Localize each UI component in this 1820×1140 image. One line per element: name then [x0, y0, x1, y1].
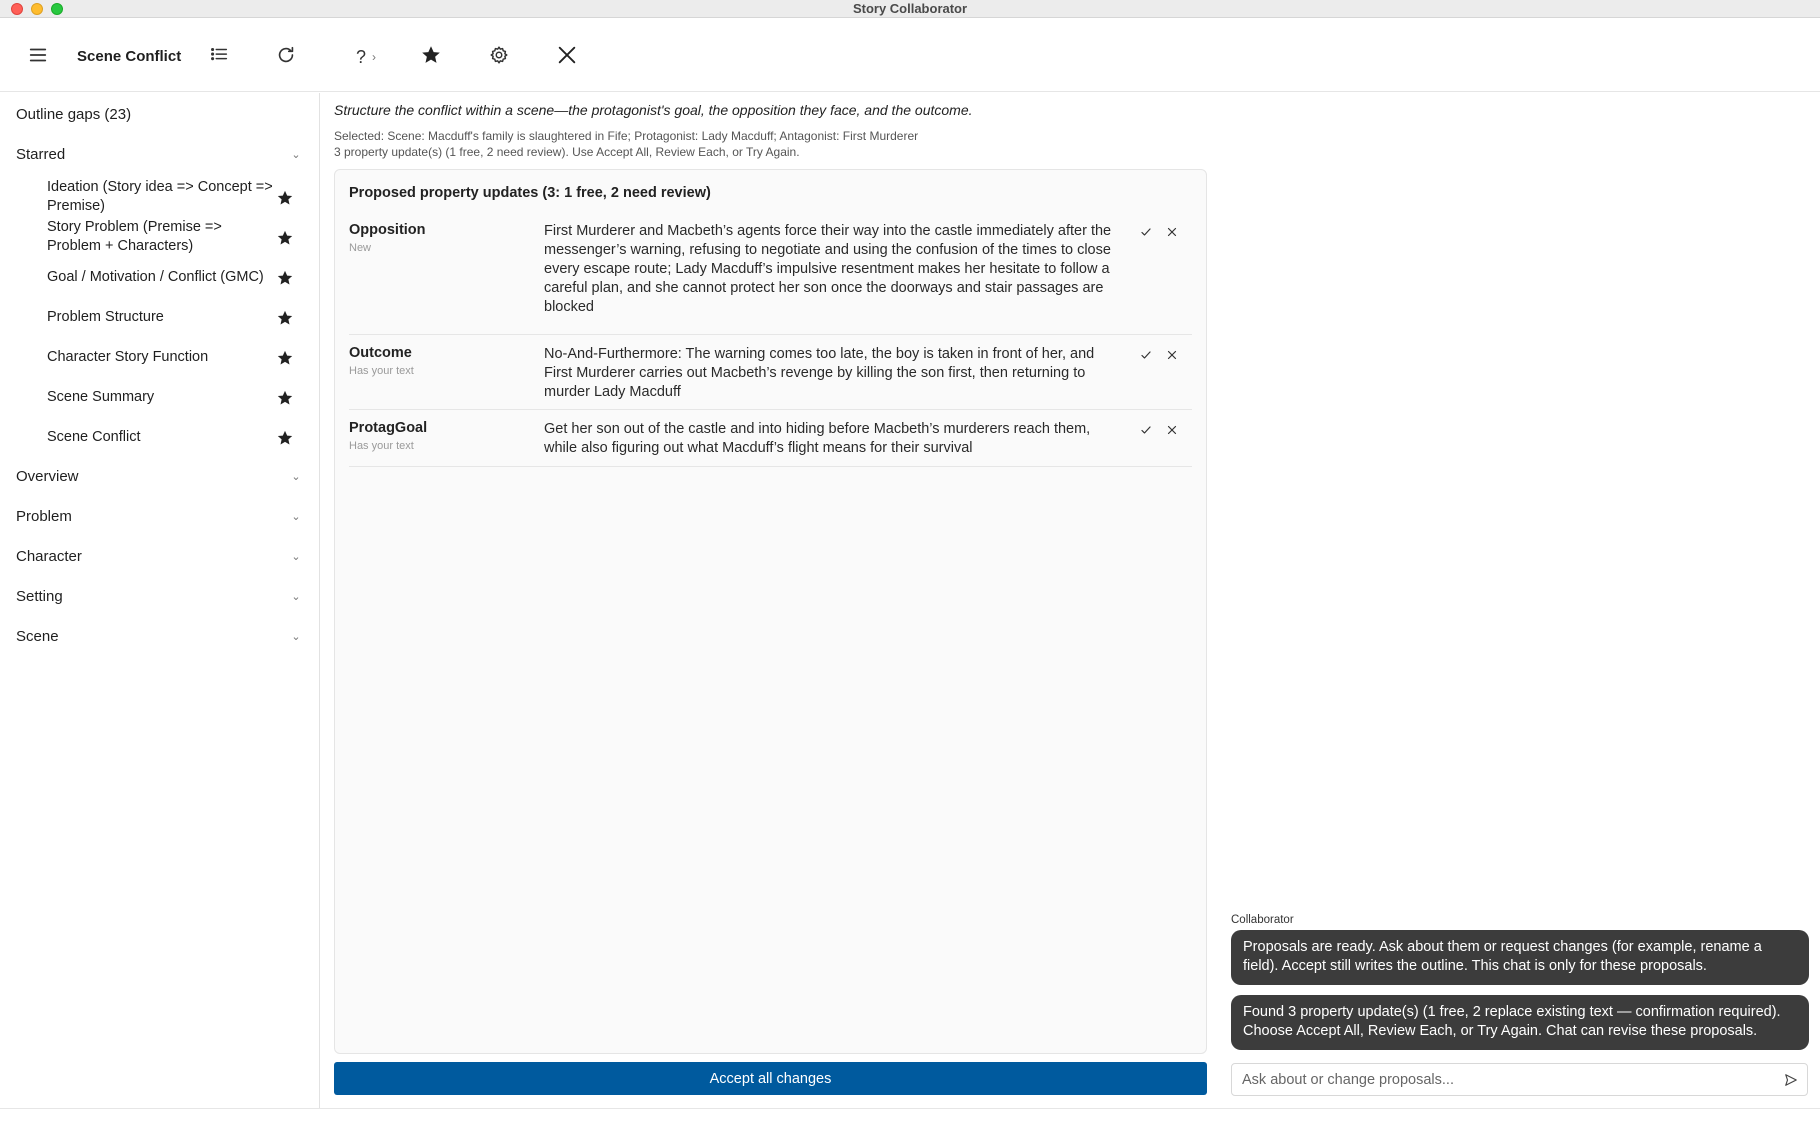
chevron-right-icon: ›	[372, 50, 377, 64]
close-icon	[1166, 226, 1178, 238]
proposal-row-outcome	[349, 335, 1192, 410]
reject-update-button[interactable]	[1163, 223, 1181, 241]
reject-update-button[interactable]	[1163, 421, 1181, 439]
star-icon	[420, 44, 442, 66]
chat-input[interactable]	[1232, 1064, 1762, 1095]
chat-input-container	[1231, 1063, 1808, 1096]
proposals-title: Proposed property updates (3: 1 free, 2 need review)	[349, 185, 711, 201]
starred-item-ideation[interactable]: Ideation (Story idea => Concept => Premise)	[47, 179, 273, 214]
starred-item-gmc[interactable]: Goal / Motivation / Conflict (GMC)	[47, 269, 264, 285]
help-icon: ?	[356, 46, 367, 67]
check-icon	[1140, 349, 1152, 361]
selection-info	[334, 128, 918, 160]
page-description: Structure the conflict within a scene—the protagonist's goal, the opposition they face, and the outcome.	[334, 102, 973, 118]
list-icon	[208, 44, 230, 66]
accept-update-button[interactable]	[1137, 421, 1155, 439]
property-name: ProtagGoal	[349, 420, 428, 436]
settings-button[interactable]	[481, 37, 517, 73]
proposal-row-opposition	[349, 222, 1192, 335]
proposal-row-protaggoal	[349, 410, 1192, 467]
starred-item-problem-structure[interactable]: Problem Structure	[47, 309, 164, 325]
starred-item-character-story-function[interactable]: Character Story Function	[47, 349, 209, 365]
help-button[interactable]	[356, 39, 376, 75]
check-icon	[1140, 226, 1152, 238]
starred-item-story-problem[interactable]: Story Problem (Premise => Problem + Characters)	[47, 219, 222, 254]
starred-section-header[interactable]: Starred	[16, 146, 66, 163]
property-name: Outcome	[349, 345, 412, 361]
star-icon[interactable]	[276, 229, 294, 247]
star-icon[interactable]	[276, 429, 294, 447]
chevron-down-icon[interactable]: ⌄	[291, 471, 301, 483]
title-bar	[0, 0, 1820, 18]
property-value: No-And-Furthermore: The warning comes too late, the boy is taken in front of her, and First Murderer carries out Macbeth’s revenge by killing the son first, then returning to murder Lady Macduff	[544, 346, 1095, 400]
close-button[interactable]	[549, 37, 585, 73]
close-icon	[1166, 349, 1178, 361]
toolbar	[0, 19, 1820, 92]
selected-context: Selected: Scene: Macduff's family is slaughtered in Fife; Protagonist: Lady Macduff; Antagonist: First Murderer	[334, 129, 919, 143]
sidebar	[0, 93, 320, 1108]
star-icon[interactable]	[276, 389, 294, 407]
property-name: Opposition	[349, 222, 426, 238]
check-icon	[1140, 424, 1152, 436]
accept-update-button[interactable]	[1137, 223, 1155, 241]
chat-label: Collaborator	[1231, 914, 1294, 926]
property-status: Has your text	[349, 365, 414, 377]
send-button[interactable]	[1781, 1070, 1801, 1090]
gear-icon	[488, 44, 510, 66]
section-setting[interactable]: Setting	[16, 588, 63, 605]
window-title: Story Collaborator	[852, 1, 968, 16]
chevron-down-icon[interactable]: ⌄	[291, 631, 301, 643]
star-icon[interactable]	[276, 189, 294, 207]
page-title: Scene Conflict	[77, 48, 182, 65]
proposals-panel	[334, 169, 1207, 1054]
starred-item-scene-summary[interactable]: Scene Summary	[47, 389, 155, 405]
property-status: New	[349, 242, 372, 254]
chevron-down-icon[interactable]: ⌄	[291, 591, 301, 603]
outline-gaps-link[interactable]: Outline gaps (23)	[16, 106, 132, 123]
send-icon	[1784, 1073, 1798, 1087]
reject-update-button[interactable]	[1163, 346, 1181, 364]
chevron-down-icon[interactable]: ⌄	[291, 551, 301, 563]
update-summary: 3 property update(s) (1 free, 2 need review). Use Accept All, Review Each, or Try Again.	[334, 145, 800, 159]
chat-message: Found 3 property update(s) (1 free, 2 replace existing text — confirmation required). Choose Accept All, Review Each, or Try Again. Chat can revise these proposals.	[1231, 995, 1809, 1050]
menu-button[interactable]	[20, 37, 56, 73]
section-overview[interactable]: Overview	[16, 468, 79, 485]
star-button[interactable]	[413, 37, 449, 73]
chevron-down-icon[interactable]: ⌄	[291, 511, 301, 523]
close-icon	[556, 44, 578, 66]
star-icon[interactable]	[276, 269, 294, 287]
section-character[interactable]: Character	[16, 548, 82, 565]
list-button[interactable]	[201, 37, 237, 73]
section-scene[interactable]: Scene	[16, 628, 59, 645]
close-icon	[1166, 424, 1178, 436]
menu-icon	[27, 44, 49, 66]
star-icon[interactable]	[276, 309, 294, 327]
accept-all-button[interactable]: Accept all changes	[334, 1062, 1207, 1095]
chevron-down-icon[interactable]: ⌄	[291, 149, 301, 161]
status-bar	[0, 1108, 1820, 1140]
refresh-button[interactable]	[268, 37, 304, 73]
section-problem[interactable]: Problem	[16, 508, 72, 525]
starred-item-scene-conflict[interactable]: Scene Conflict	[47, 429, 141, 445]
chat-message: Proposals are ready. Ask about them or request changes (for example, rename a field). Accept still writes the outline. This chat is only for these proposals.	[1231, 930, 1809, 985]
refresh-icon	[275, 44, 297, 66]
property-value: Get her son out of the castle and into hiding before Macbeth’s murderers reach them, while also figuring out what Macduff’s flight means for their survival	[544, 421, 1091, 456]
property-status: Has your text	[349, 440, 414, 452]
accept-update-button[interactable]	[1137, 346, 1155, 364]
star-icon[interactable]	[276, 349, 294, 367]
property-value: First Murderer and Macbeth’s agents force their way into the castle immediately after the messenger’s warning, refusing to negotiate and using the confusion of the times to close every escape route; Lady Macduff’s impulsive resentment makes her hesitate to follow a careful plan, and she cannot protect her son once the doorways and stair passages are blocked	[544, 223, 1112, 315]
